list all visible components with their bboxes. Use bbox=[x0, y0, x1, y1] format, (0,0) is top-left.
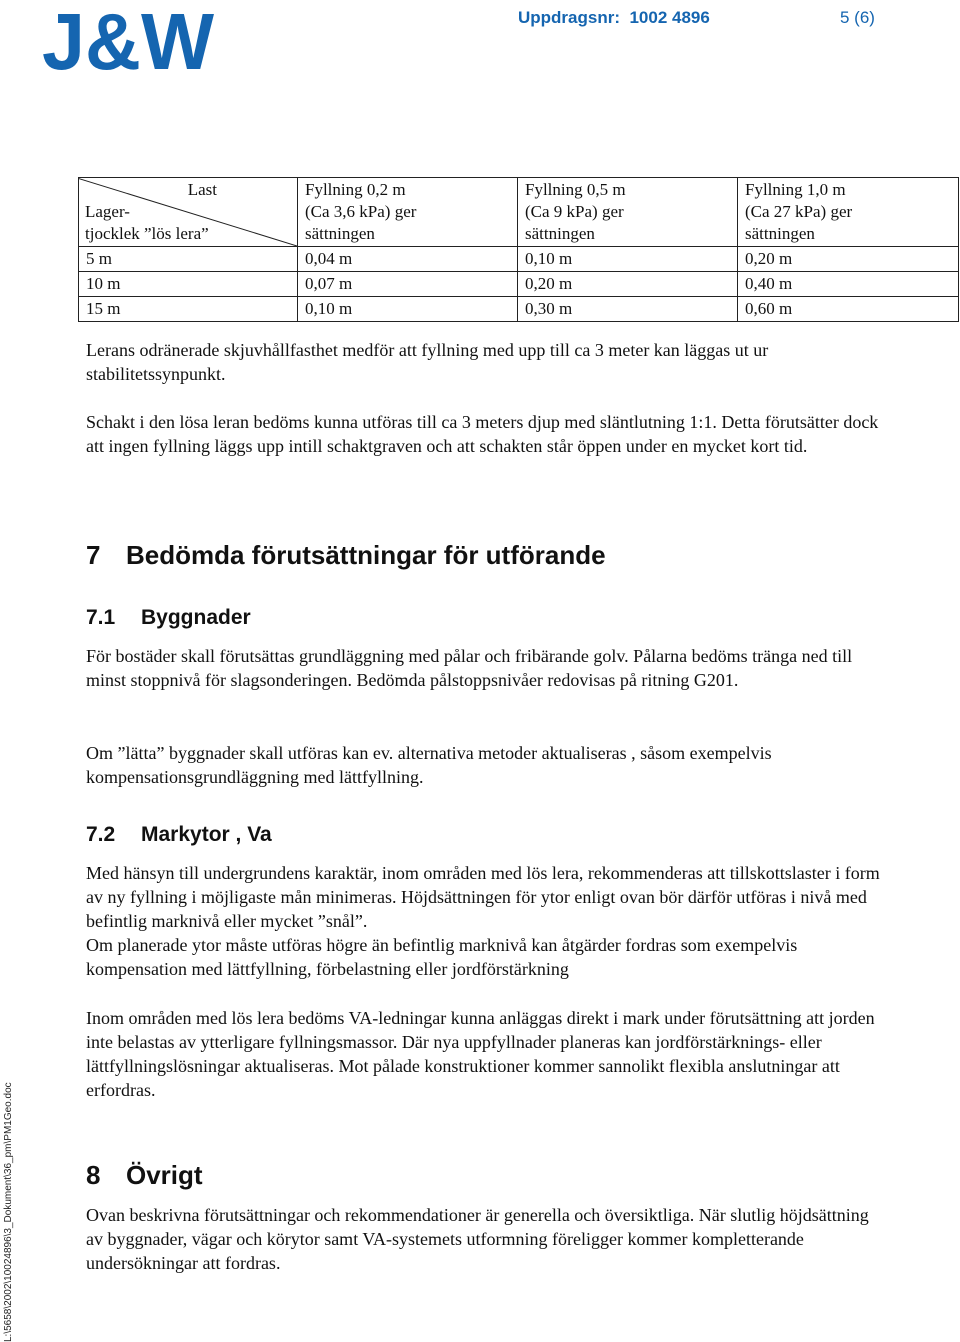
section-title: Övrigt bbox=[126, 1160, 203, 1190]
column-header bbox=[738, 178, 959, 247]
paragraph: Med hänsyn till undergrundens karaktär, inom områden med lös lera, rekommenderas att tillskottslaster i form av ny fyllning i möjligaste mån minimeras. Höjdsättningen för ytor enligt ovan bör därför utföras i nivå med befintlig marknivå eller mycket ”snål”. bbox=[86, 863, 880, 931]
table-cell: 0,60 m bbox=[738, 297, 959, 322]
logo-text: J&W bbox=[42, 5, 215, 73]
section-title: Bedömda förutsättningar för utförande bbox=[126, 540, 606, 570]
assignment-label: Uppdragsnr: bbox=[518, 8, 620, 27]
paragraph: Om ”lätta” byggnader skall utföras kan ev. alternativa metoder aktualiseras , såsom exempelvis kompensationsgrundläggning med lättfyllning. bbox=[86, 743, 772, 787]
section-number: 7 bbox=[86, 540, 101, 570]
table-row bbox=[79, 247, 959, 272]
table-cell: 15 m bbox=[79, 297, 298, 322]
section-title: Markytor , Va bbox=[141, 823, 272, 846]
table-cell: 0,07 m bbox=[298, 272, 518, 297]
paragraph: Lerans odränerade skjuvhållfasthet medför att fyllning med upp till ca 3 meter kan läggas ut ur stabilitetssynpunkt. bbox=[86, 340, 769, 384]
paragraph: Ovan beskrivna förutsättningar och rekommendationer är generella och översiktliga. När slutlig höjdsättning av byggnader, vägar och körytor samt VA-systemets utformning föreligger kommer kompletterande undersökningar att fordras. bbox=[86, 1205, 869, 1273]
column-header-line: (Ca 27 kPa) ger bbox=[745, 202, 853, 221]
column-header-line: Fyllning 0,5 m bbox=[525, 180, 626, 199]
table-row bbox=[79, 297, 959, 322]
column-header bbox=[298, 178, 518, 247]
table-cell: 10 m bbox=[79, 272, 298, 297]
section-heading-7-1 bbox=[86, 606, 251, 630]
table-cell: 0,10 m bbox=[518, 247, 738, 272]
section-heading-7-2 bbox=[86, 823, 272, 847]
corner-cell bbox=[79, 178, 298, 247]
table-cell: 0,04 m bbox=[298, 247, 518, 272]
paragraph: För bostäder skall förutsättas grundläggning med pålar och fribärande golv. Pålarna bedöms tränga ned till minst stoppnivå för slagsonderingen. Bedömda pålstoppsnivåer redovisas på ritning G201. bbox=[86, 646, 853, 690]
column-header bbox=[518, 178, 738, 247]
file-path: L:\5658\2002\10024896\3_Dokument\36_pm\PM1Geo.doc bbox=[3, 1082, 14, 1342]
paragraph: Schakt i den lösa leran bedöms kunna utföras till ca 3 meters djup med släntlutning 1:1. Detta förutsätter dock att ingen fyllning läggs upp intill schaktgraven och att schakten står öppen under en mycket kort tid. bbox=[86, 412, 879, 456]
corner-layer-line1: Lager- bbox=[85, 202, 130, 221]
page-number: 5 (6) bbox=[840, 8, 875, 27]
table-header-row bbox=[79, 178, 959, 247]
table-cell: 0,10 m bbox=[298, 297, 518, 322]
table-cell: 0,20 m bbox=[518, 272, 738, 297]
section-title: Byggnader bbox=[141, 606, 251, 629]
column-header-line: sättningen bbox=[745, 224, 815, 243]
corner-load-label: Last bbox=[187, 180, 217, 199]
table-cell: 5 m bbox=[79, 247, 298, 272]
column-header-line: sättningen bbox=[305, 224, 375, 243]
settlement-table bbox=[78, 177, 959, 322]
corner-layer-label bbox=[85, 201, 209, 245]
column-header-line: Fyllning 1,0 m bbox=[745, 180, 846, 199]
section-number: 8 bbox=[86, 1160, 101, 1190]
jw-logo bbox=[42, 5, 217, 73]
column-header-line: (Ca 3,6 kPa) ger bbox=[305, 202, 417, 221]
assignment-number bbox=[518, 8, 710, 28]
section-heading-8 bbox=[86, 1160, 203, 1191]
table-cell: 0,40 m bbox=[738, 272, 959, 297]
assignment-value: 1002 4896 bbox=[629, 8, 710, 27]
table-row bbox=[79, 272, 959, 297]
column-header-line: sättningen bbox=[525, 224, 595, 243]
column-header-line: Fyllning 0,2 m bbox=[305, 180, 406, 199]
table-cell: 0,30 m bbox=[518, 297, 738, 322]
corner-layer-line2: tjocklek ”lös lera” bbox=[85, 224, 209, 243]
table-cell: 0,20 m bbox=[738, 247, 959, 272]
section-number: 7.1 bbox=[86, 606, 116, 629]
section-heading-7 bbox=[86, 540, 606, 571]
column-header-line: (Ca 9 kPa) ger bbox=[525, 202, 624, 221]
paragraph: Inom områden med lös lera bedöms VA-ledningar kunna anläggas direkt i mark under förutsättning att jorden inte belastas av ytterligare fyllningsmassor. Där nya uppfyllnader planeras kan jordförstärknings- eller lättfyllningslösningar aktualiseras. Mot pålade konstruktioner kommer sannolikt flexibla anslutningar att erfordras. bbox=[86, 1008, 875, 1100]
paragraph: Om planerade ytor måste utföras högre än befintlig marknivå kan åtgärder fordras som exempelvis kompensation med lättfyllning, förbelastning eller jordförstärkning bbox=[86, 935, 798, 979]
section-number: 7.2 bbox=[86, 823, 116, 846]
